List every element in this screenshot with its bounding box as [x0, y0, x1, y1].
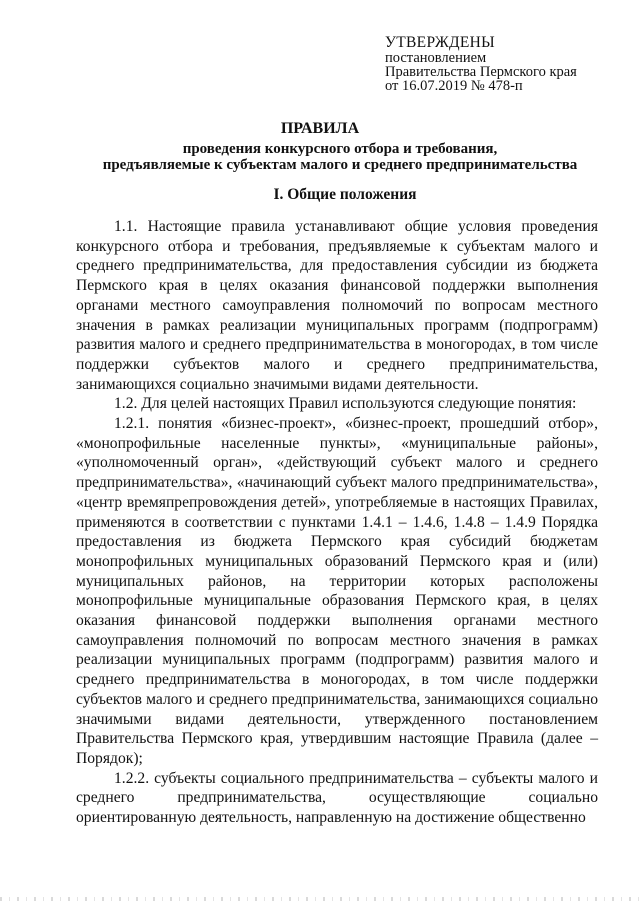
scan-edge-noise [0, 897, 640, 901]
approval-line: постановлением [385, 50, 487, 66]
approval-title: УТВЕРЖДЕНЫ [385, 34, 495, 51]
paragraph-1-2-1: 1.2.1. понятия «бизнес-проект», «бизнес-проект, прошедший отбор», «монопрофильные населенные пункты», «муниципальные районы», «уполномоченный орган», «действующий субъект малого и среднего предпринимательства», «начинающий субъект малого предпринимательства», «центр времяпрепровождения детей», употребляемые в настоящих Правилах, применяются в соответствии с пунктами 1.4.1 – 1.4.6, 1.4.8 – 1.4.9 Порядка предоставления из бюджета Пермского края субсидий бюджетам монопрофильных муниципальных образований Пермского края и (или) муниципальных районов, на территории которых расположены монопрофильные муниципальные образования Пермского края, в целях оказания финансовой поддержки выполнения органами местного самоуправления полномочий по вопросам местного значения в рамках реализации муниципальных программ (подпрограмм) развития малого и среднего предпринимательства в моногородах, в том числе поддержки субъектов малого и среднего предпринимательства, занимающихся социально значимыми видами деятельности, утвержденного постановлением Правительства Пермского края, утвердившим настоящие Правила (далее – Порядок); [76, 415, 598, 767]
document-title: ПРАВИЛА [280, 120, 360, 137]
section-heading: I. Общие положения [273, 186, 417, 203]
approval-date-number: от 16.07.2019 № 478-п [385, 78, 523, 95]
paragraph-1-1: 1.1. Настоящие правила устанавливают общие условия проведения конкурсного отбора и требования, предъявляемые к субъектам малого и среднего предпринимательства, для предоставления субсидии из бюджета Пермского края в целях оказания финансовой поддержки выполнения органами местного самоуправления полномочий по вопросам местного значения в рамках реализации муниципальных программ (подпрограмм) развития малого и среднего предпринимательства в моногородах, в том числе поддержки субъектов малого и среднего предпринимательства, занимающихся социально значимыми видами деятельности. [76, 218, 598, 393]
document-body [76, 217, 598, 828]
approval-stamp [385, 34, 625, 94]
approval-line: Правительства Пермского края [385, 64, 577, 81]
document-subtitle [40, 142, 640, 173]
paragraph-1-2-2: 1.2.2. субъекты социального предпринимательства – субъекты малого и среднего предпринимательства, осуществляющие социально ориентированную деятельность, направленную на достижение общественно [76, 769, 598, 827]
subtitle-line: предъявляемые к субъектам малого и среднего предпринимательства [102, 156, 578, 173]
paragraph-1-2: 1.2. Для целей настоящих Правил используются следующие понятия: [114, 395, 577, 413]
subtitle-line: проведения конкурсного отбора и требования, [182, 141, 498, 157]
